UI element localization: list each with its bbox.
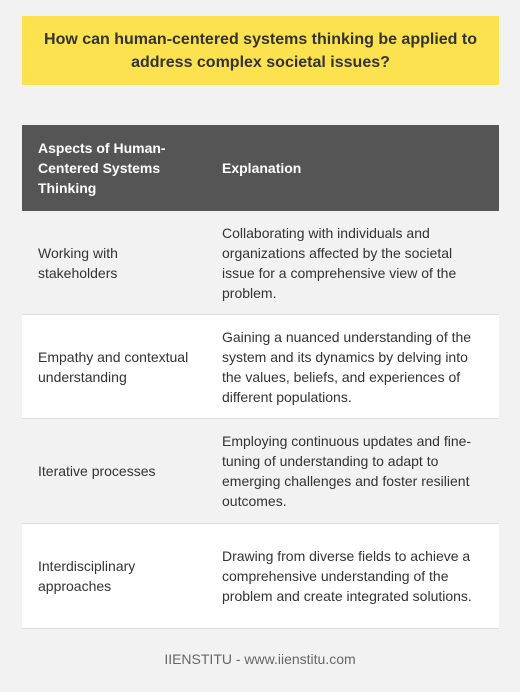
- explanation-cell: Drawing from diverse fields to achieve a comprehensive understanding of the problem and create integrated solutions.: [206, 524, 499, 629]
- table-header-row: [22, 125, 499, 211]
- aspect-cell: Empathy and contextual understanding: [22, 315, 206, 419]
- header-explanation: Explanation: [206, 125, 499, 211]
- title-banner: [22, 16, 499, 85]
- table-row: [22, 315, 499, 419]
- aspects-table: [22, 125, 499, 629]
- table-row: [22, 524, 499, 629]
- aspect-cell: Iterative processes: [22, 419, 206, 524]
- table-row: [22, 211, 499, 315]
- aspect-cell: Working with stakeholders: [22, 211, 206, 315]
- aspect-cell: Interdisciplinary approaches: [22, 524, 206, 629]
- header-aspects: Aspects of Human-Centered Systems Thinking: [22, 125, 206, 211]
- footer-credit: IIENSTITU - www.iienstitu.com: [164, 651, 356, 667]
- explanation-cell: Gaining a nuanced understanding of the system and its dynamics by delving into the values, beliefs, and experiences of different populations.: [206, 315, 499, 419]
- explanation-cell: Employing continuous updates and fine-tuning of understanding to adapt to emerging challenges and foster resilient outcomes.: [206, 419, 499, 524]
- explanation-cell: Collaborating with individuals and organizations affected by the societal issue for a comprehensive view of the problem.: [206, 211, 499, 315]
- page-title: How can human-centered systems thinking be applied to address complex societal issues?: [44, 30, 477, 71]
- table-row: [22, 419, 499, 524]
